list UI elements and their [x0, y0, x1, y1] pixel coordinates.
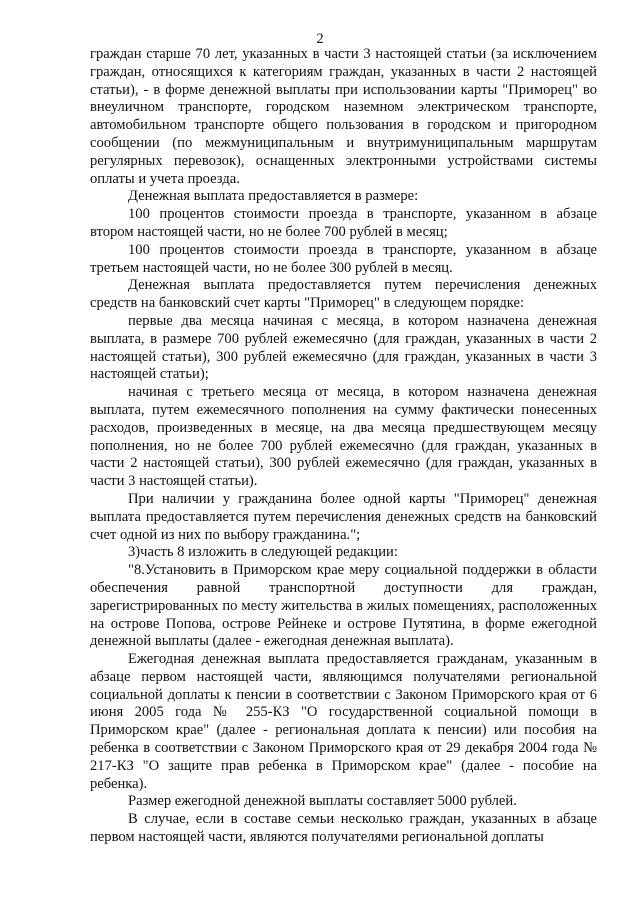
- paragraph-continued-elderly-citizens: граждан старше 70 лет, указанных в части 3 настоящей статьи (за исключением граждан, относящихся к категориям граждан, указанных в части 2 настоящей статьи), - в форме денежной выплаты при использовании карты "Приморец" во внеуличном транспорте, городском наземном электрическом транспорте, автомобильном транспорте общего пользования в городском и пригородном сообщении (по межмуниципальным и внутримуниципальным маршрутам регулярных перевозок), оснащенных электронными устройствами системы оплаты и учета проезда.: [90, 46, 597, 187]
- paragraph-first-two-months: первые два месяца начиная с месяца, в котором назначена денежная выплата, в размере 700 рублей ежемесячно (для граждан, указанных в части 2 настоящей статьи), 300 рублей ежемесячно (для граждан, указанных в части 3 настоящей статьи);: [90, 312, 597, 383]
- document-body: [90, 46, 597, 847]
- paragraph-from-third-month: начиная с третьего месяца от месяца, в котором назначена денежная выплата, путем ежемесячного пополнения на сумму фактически понесенных расходов, произведенных в месяце, на два месяца предшествующем месяцу пополнения, но не более 700 рублей ежемесячно (для граждан, указанных в части 2 настоящей статьи), 300 рублей ежемесячно (для граждан, указанных в части 3 настоящей статьи).: [90, 384, 597, 490]
- paragraph-payment-amount-intro: Денежная выплата предоставляется в размере:: [128, 188, 419, 205]
- paragraph-multiple-family-members: В случае, если в составе семьи несколько граждан, указанных в абзаце первом настоящей части, являются получателями региональной доплаты: [90, 811, 597, 846]
- paragraph-part-8-text: "8.Установить в Приморском крае меру социальной поддержки в области обеспечения равной транспортной доступности для граждан, зарегистрированных по месту жительства в жилых помещениях, расположенных на острове Попова, острове Рейнеке и острове Путятина, в форме ежегодной денежной выплаты (далее - ежегодная денежная выплата).: [90, 562, 597, 650]
- paragraph-amount-700: 100 процентов стоимости проезда в транспорте, указанном в абзаце втором настоящей части, но не более 700 рублей в месяц;: [90, 206, 597, 240]
- paragraph-annual-payment-amount: Размер ежегодной денежной выплаты составляет 5000 рублей.: [128, 793, 517, 810]
- paragraph-amount-300: 100 процентов стоимости проезда в транспорте, указанном в абзаце третьем настоящей части, но не более 300 рублей в месяц.: [90, 241, 597, 276]
- paragraph-transfer-order: Денежная выплата предоставляется путем перечисления денежных средств на банковский счет карты "Приморец" в следующем порядке:: [90, 277, 597, 312]
- paragraph-annual-payment-recipients: Ежегодная денежная выплата предоставляется гражданам, указанным в абзаце первом настоящей части, являющимся получателями региональной социальной доплаты к пенсии в соответствии с Законом Приморского края от 6 июня 2005 года № 255-КЗ "О государственной социальной помощи в Приморском крае" (далее - региональная доплата к пенсии) или пособия на ребенка в соответствии с Законом Приморского края от 29 декабря 2004 года № 217-КЗ "О защите прав ребенка в Приморском крае" (далее - пособие на ребенка).: [90, 651, 597, 792]
- paragraph-part-8-amendment: 3)часть 8 изложить в следующей редакции:: [128, 544, 398, 561]
- paragraph-multiple-cards: При наличии у гражданина более одной карты "Приморец" денежная выплата предоставляется путем перечисления денежных средств на банковский счет одной из них по выбору гражданина.";: [90, 490, 597, 543]
- page-number: 2: [316, 31, 324, 47]
